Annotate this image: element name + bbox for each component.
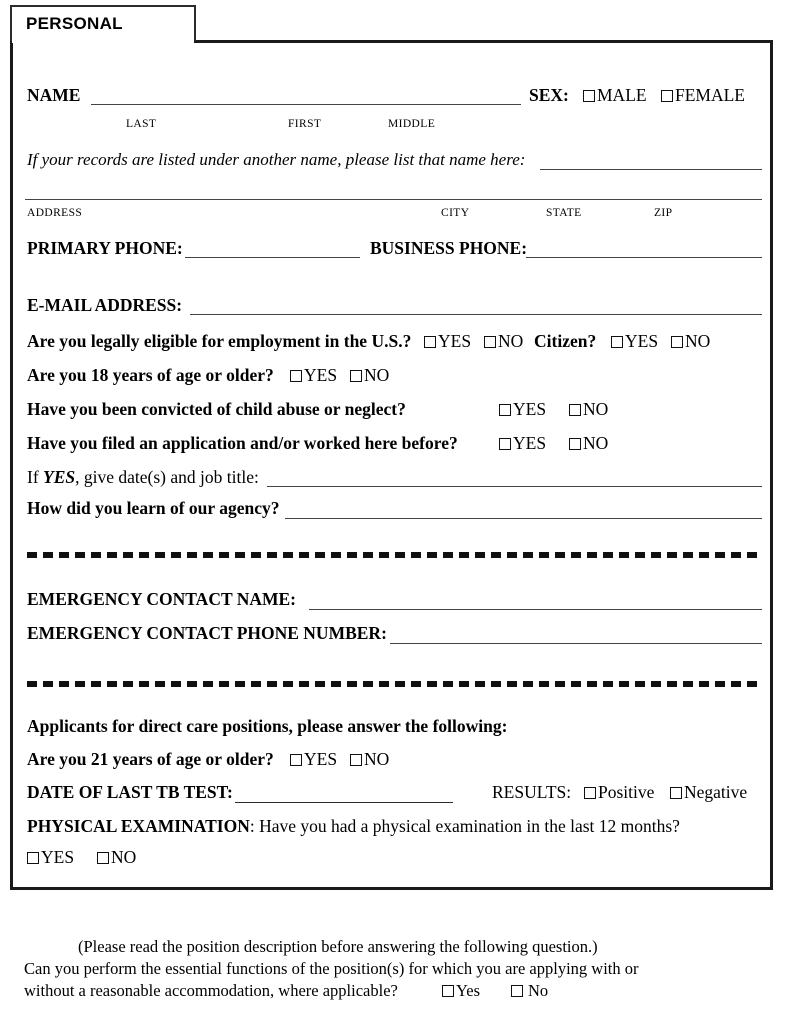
direct-care-heading: Applicants for direct care positions, please answer the following: bbox=[27, 716, 508, 736]
checkbox-abuse-yes[interactable] bbox=[499, 404, 511, 416]
footer-question-line1: Can you perform the essential functions of the position(s) for which you are applying with or bbox=[24, 959, 639, 978]
checkbox-eligibility-no[interactable] bbox=[484, 336, 496, 348]
age18-question: Are you 18 years of age or older? bbox=[27, 365, 274, 385]
abuse-option-no-label: NO bbox=[583, 399, 609, 419]
eligibility-option-no[interactable] bbox=[484, 333, 523, 351]
section-divider-1 bbox=[27, 552, 762, 558]
ifyes-prefix: If bbox=[27, 467, 44, 487]
footer-option-yes-label: Yes bbox=[456, 981, 481, 1000]
checkbox-age18-yes[interactable] bbox=[290, 370, 302, 382]
age18-option-yes-label: YES bbox=[304, 365, 338, 385]
personal-section-content bbox=[13, 43, 776, 893]
checkbox-result-positive[interactable] bbox=[584, 787, 596, 799]
checkbox-age21-no[interactable] bbox=[350, 754, 362, 766]
business-phone-label: BUSINESS PHONE: bbox=[370, 238, 528, 258]
prior-option-yes-label: YES bbox=[513, 433, 547, 453]
citizen-option-yes[interactable] bbox=[611, 333, 658, 351]
tb-test-label: DATE OF LAST TB TEST: bbox=[27, 782, 233, 802]
ifyes-emphasis: YES bbox=[43, 467, 76, 487]
citizen-option-no-label: NO bbox=[685, 331, 711, 351]
name-sub-first: FIRST bbox=[288, 118, 322, 130]
tb-result-negative-label: Negative bbox=[684, 782, 748, 802]
age18-option-yes[interactable] bbox=[290, 367, 337, 385]
checkbox-eligibility-yes[interactable] bbox=[424, 336, 436, 348]
age21-question: Are you 21 years of age or older? bbox=[27, 749, 274, 769]
primary-phone-label: PRIMARY PHONE: bbox=[27, 238, 183, 258]
prior-question: Have you filed an application and/or worked here before? bbox=[27, 433, 458, 453]
age18-option-no[interactable] bbox=[350, 367, 389, 385]
physical-exam-question bbox=[27, 818, 680, 836]
sex-label: SEX: bbox=[529, 85, 569, 105]
age21-option-yes-label: YES bbox=[304, 749, 338, 769]
age21-option-no-label: NO bbox=[364, 749, 390, 769]
tb-result-positive-label: Positive bbox=[598, 782, 655, 802]
email-input-line[interactable] bbox=[190, 314, 762, 315]
sex-option-male[interactable] bbox=[583, 87, 647, 105]
emergency-phone-input-line[interactable] bbox=[390, 643, 762, 644]
physical-exam-text: : Have you had a physical examination in the last 12 months? bbox=[249, 816, 680, 836]
age21-option-yes[interactable] bbox=[290, 751, 337, 769]
prior-option-yes[interactable] bbox=[499, 435, 546, 453]
ifyes-question bbox=[27, 469, 259, 487]
prior-option-no[interactable] bbox=[569, 435, 608, 453]
sex-option-female-label: FEMALE bbox=[675, 85, 745, 105]
name-sub-middle: MIDDLE bbox=[388, 118, 436, 130]
abuse-option-yes-label: YES bbox=[513, 399, 547, 419]
checkbox-citizen-no[interactable] bbox=[671, 336, 683, 348]
citizen-option-no[interactable] bbox=[671, 333, 710, 351]
footer-option-yes[interactable] bbox=[442, 983, 480, 1000]
checkbox-abuse-no[interactable] bbox=[569, 404, 581, 416]
checkbox-prior-yes[interactable] bbox=[499, 438, 511, 450]
tb-test-input-line[interactable] bbox=[235, 802, 453, 803]
emergency-name-label: EMERGENCY CONTACT NAME: bbox=[27, 589, 296, 609]
alias-input-line[interactable] bbox=[540, 169, 762, 170]
footer-question-line2: without a reasonable accommodation, where applicable? bbox=[24, 981, 398, 1000]
primary-phone-input-line[interactable] bbox=[185, 257, 360, 258]
tab-border-mask bbox=[12, 38, 194, 43]
age21-option-no[interactable] bbox=[350, 751, 389, 769]
checkbox-physical-yes[interactable] bbox=[27, 852, 39, 864]
ifyes-input-line[interactable] bbox=[267, 486, 762, 487]
abuse-option-no[interactable] bbox=[569, 401, 608, 419]
checkbox-prior-no[interactable] bbox=[569, 438, 581, 450]
eligibility-question: Are you legally eligible for employment in the U.S.? bbox=[27, 331, 412, 351]
tb-result-negative[interactable] bbox=[670, 784, 747, 802]
footer-note: (Please read the position description before answering the following question.) bbox=[78, 937, 598, 956]
learn-input-line[interactable] bbox=[285, 518, 762, 519]
learn-question: How did you learn of our agency? bbox=[27, 498, 280, 518]
physical-option-no-label: NO bbox=[111, 847, 137, 867]
checkbox-age18-no[interactable] bbox=[350, 370, 362, 382]
ifyes-suffix: , give date(s) and job title: bbox=[75, 467, 259, 487]
state-label: STATE bbox=[546, 207, 582, 219]
checkbox-result-negative[interactable] bbox=[670, 787, 682, 799]
checkbox-male[interactable] bbox=[583, 90, 595, 102]
checkbox-age21-yes[interactable] bbox=[290, 754, 302, 766]
address-input-line[interactable] bbox=[25, 199, 762, 200]
sex-option-female[interactable] bbox=[661, 87, 745, 105]
checkbox-citizen-yes[interactable] bbox=[611, 336, 623, 348]
personal-tab[interactable] bbox=[10, 5, 196, 41]
physical-exam-label: PHYSICAL EXAMINATION bbox=[27, 816, 250, 836]
name-sub-last: LAST bbox=[126, 118, 157, 130]
business-phone-input-line[interactable] bbox=[526, 257, 762, 258]
tb-result-positive[interactable] bbox=[584, 784, 654, 802]
name-label: NAME bbox=[27, 85, 81, 105]
zip-label: ZIP bbox=[654, 207, 673, 219]
physical-option-no[interactable] bbox=[97, 849, 136, 867]
personal-section-box bbox=[10, 40, 773, 890]
physical-option-yes-label: YES bbox=[41, 847, 75, 867]
checkbox-footer-yes[interactable] bbox=[442, 985, 454, 997]
sex-option-male-label: MALE bbox=[597, 85, 647, 105]
citizen-option-yes-label: YES bbox=[625, 331, 659, 351]
tb-results-label: RESULTS: bbox=[492, 782, 572, 802]
emergency-name-input-line[interactable] bbox=[309, 609, 762, 610]
eligibility-option-no-label: NO bbox=[498, 331, 524, 351]
footer-option-no-label: No bbox=[528, 981, 549, 1000]
checkbox-physical-no[interactable] bbox=[97, 852, 109, 864]
name-input-line[interactable] bbox=[91, 104, 521, 105]
section-divider-2 bbox=[27, 681, 762, 687]
checkbox-female[interactable] bbox=[661, 90, 673, 102]
footer-option-no[interactable] bbox=[511, 983, 548, 1000]
physical-option-yes[interactable] bbox=[27, 849, 74, 867]
email-label: E-MAIL ADDRESS: bbox=[27, 295, 183, 315]
age18-option-no-label: NO bbox=[364, 365, 390, 385]
city-label: CITY bbox=[441, 207, 470, 219]
citizen-label: Citizen? bbox=[534, 331, 597, 351]
checkbox-footer-no[interactable] bbox=[511, 985, 523, 997]
tab-label: PERSONAL bbox=[26, 14, 123, 33]
prior-option-no-label: NO bbox=[583, 433, 609, 453]
alias-question: If your records are listed under another name, please list that name here: bbox=[27, 150, 526, 169]
abuse-option-yes[interactable] bbox=[499, 401, 546, 419]
eligibility-option-yes[interactable] bbox=[424, 333, 471, 351]
emergency-phone-label: EMERGENCY CONTACT PHONE NUMBER: bbox=[27, 623, 387, 643]
eligibility-option-yes-label: YES bbox=[438, 331, 472, 351]
abuse-question: Have you been convicted of child abuse or neglect? bbox=[27, 399, 406, 419]
address-label: ADDRESS bbox=[27, 207, 83, 219]
